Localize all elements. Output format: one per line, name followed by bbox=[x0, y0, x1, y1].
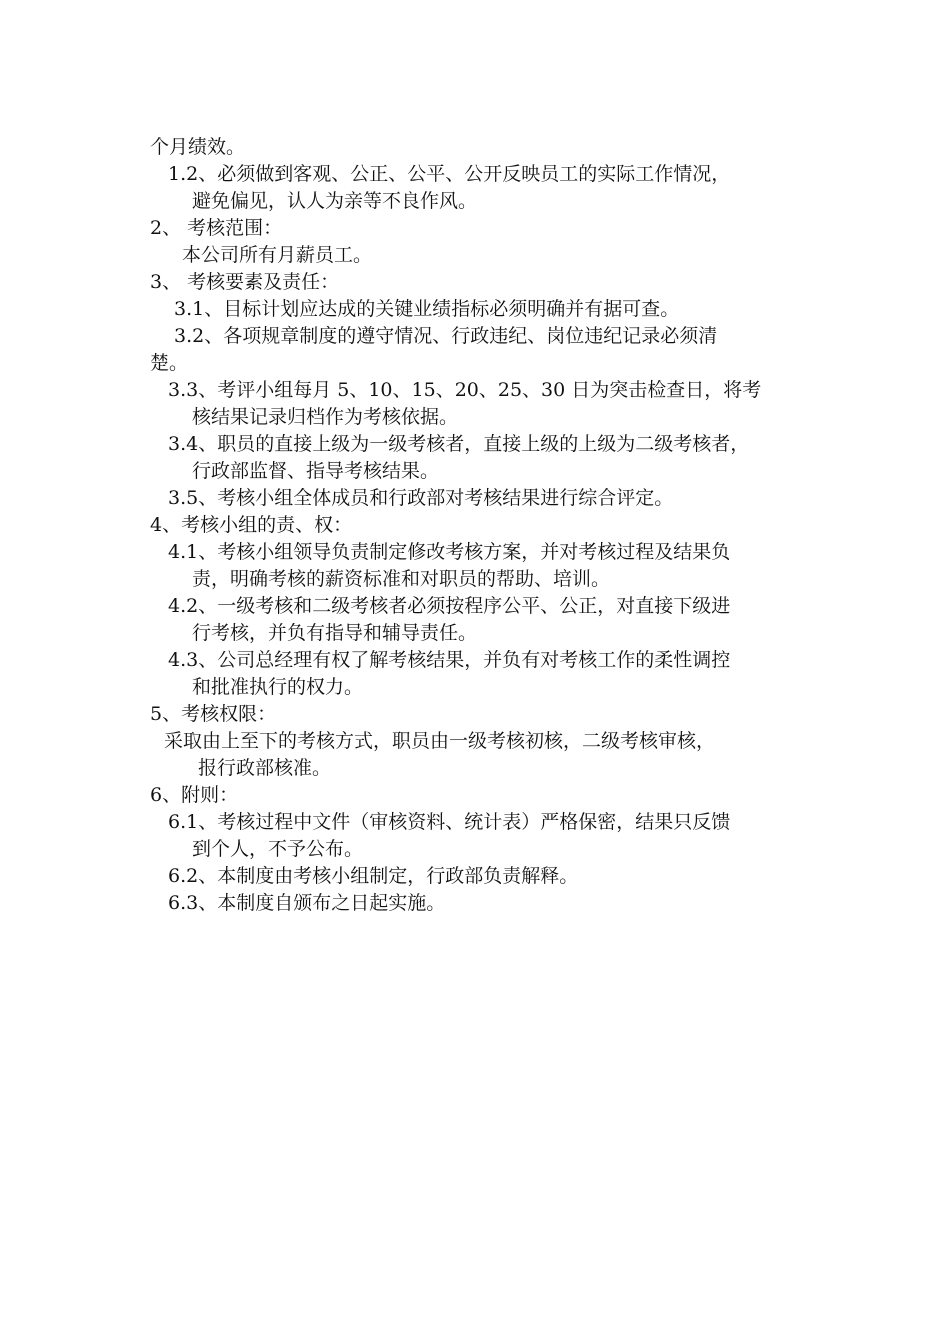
document-line: 5、考核权限： bbox=[150, 703, 277, 725]
document-line: 责，明确考核的薪资标准和对职员的帮助、培训。 bbox=[192, 568, 611, 590]
document-line: 4、考核小组的责、权： bbox=[150, 514, 353, 536]
document-line: 3.1、目标计划应达成的关键业绩指标必须明确并有据可查。 bbox=[174, 298, 680, 320]
document-line: 6、附则： bbox=[150, 784, 239, 806]
document-line: 2、 考核范围： bbox=[150, 217, 283, 239]
document-line: 3.5、考核小组全体成员和行政部对考核结果进行综合评定。 bbox=[168, 487, 674, 509]
document-line: 3.3、考评小组每月 5、10、15、20、25、30 日为突击检查日，将考 bbox=[168, 379, 762, 401]
document-line: 采取由上至下的考核方式，职员由一级考核初核，二级考核审核， bbox=[164, 730, 716, 752]
document-line: 到个人，不予公布。 bbox=[192, 838, 364, 860]
document-line: 1.2、必须做到客观、公正、公平、公开反映员工的实际工作情况， bbox=[168, 163, 731, 185]
document-line: 4.3、公司总经理有权了解考核结果，并负有对考核工作的柔性调控 bbox=[168, 649, 731, 671]
document-line: 核结果记录归档作为考核依据。 bbox=[192, 406, 459, 428]
document-line: 6.1、考核过程中文件（审核资料、统计表）严格保密，结果只反馈 bbox=[168, 811, 731, 833]
document-body bbox=[150, 134, 850, 917]
document-line: 报行政部核准。 bbox=[198, 757, 332, 779]
document-line: 本公司所有月薪员工。 bbox=[182, 244, 373, 266]
document-line: 个月绩效。 bbox=[150, 136, 246, 158]
document-line: 行政部监督、指导考核结果。 bbox=[192, 460, 440, 482]
document-line: 行考核，并负有指导和辅导责任。 bbox=[192, 622, 478, 644]
document-line: 3.2、各项规章制度的遵守情况、行政违纪、岗位违纪记录必须清 bbox=[174, 325, 718, 347]
document-line: 6.3、本制度自颁布之日起实施。 bbox=[168, 892, 446, 914]
document-line: 楚。 bbox=[150, 352, 189, 374]
document-line: 4.2、一级考核和二级考核者必须按程序公平、公正，对直接下级进 bbox=[168, 595, 731, 617]
document-line: 和批准执行的权力。 bbox=[192, 676, 364, 698]
document-line: 6.2、本制度由考核小组制定，行政部负责解释。 bbox=[168, 865, 579, 887]
document-line: 4.1、考核小组领导负责制定修改考核方案，并对考核过程及结果负 bbox=[168, 541, 731, 563]
document-line: 3、 考核要素及责任： bbox=[150, 271, 340, 293]
document-line: 3.4、职员的直接上级为一级考核者，直接上级的上级为二级考核者， bbox=[168, 433, 750, 455]
document-line: 避免偏见，认人为亲等不良作风。 bbox=[192, 190, 478, 212]
